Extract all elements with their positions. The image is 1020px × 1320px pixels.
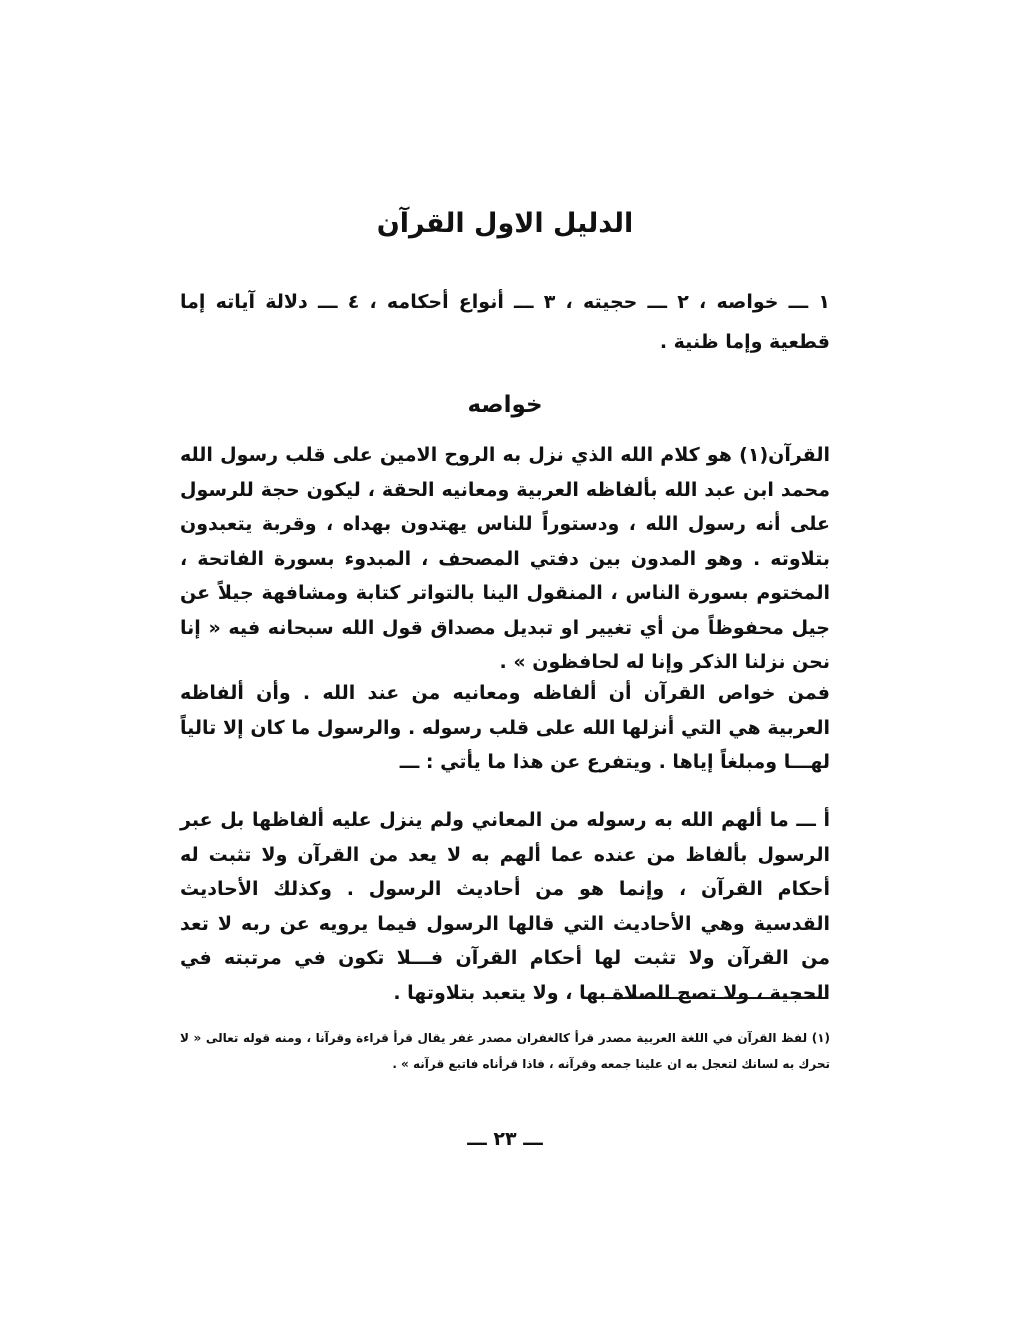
paragraph-item-a: أ ـــ ما ألهم الله به رسوله من المعاني ولم ينزل عليه ألفاظها بل عبر الرسول بألفاظ من عنده عما ألهم به لا يعد من القرآن ولا تثبت له أحكام القرآن ، وإنما هو من أحاديث الرسول . وكذلك الأحاديث القدسية وهي الأحاديث التي قالها الرسول فيما يرويه عن ربه لا تعد من القرآن ولا تثبت لها أحكام القرآن فـــلا تكون في مرتبته في الحجية ، ولا تصح الصلاة بها ، ولا يتعبد بتلاوتها . bbox=[180, 809, 830, 1004]
paragraph-definition: القرآن(١) هو كلام الله الذي نزل به الروح الامين على قلب رسول الله محمد ابن عبد الله بألفاظه العربية ومعانيه الحقة ، ليكون حجة للرسول على أنه رسول الله ، ودستوراً للناس يهتدون بهداه ، وقربة يتعبدون بتلاوته . وهو المدون بين دفتي المصحف ، المبدوء بسورة الفاتحة ، المختوم بسورة الناس ، المنقول الينا بالتواتر كتابة ومشافهة جيلاً عن جيل محفوظاً من أي تغيير او تبديل مصداق قول الله سبحانه فيه « إنا نحن نزلنا الذكر وإنا له لحافظون » . bbox=[180, 444, 830, 673]
chapter-title: الدليل الاول القرآن bbox=[376, 208, 634, 239]
chapter-topics: ١ ـــ خواصه ، ٢ ـــ حجيته ، ٣ ـــ أنواع أحكامه ، ٤ ـــ دلالة آياته إما قطعية وإما ظنية . bbox=[180, 291, 830, 353]
paragraph-properties: فمن خواص القرآن أن ألفاظه ومعانيه من عند الله . وأن ألفاظه العربية هي التي أنزلها الله على قلب رسوله . والرسول ما كان إلا تالياً لهـــا ومبلغاً إياها . ويتفرع عن هذا ما يأتي : ـــ bbox=[180, 682, 830, 773]
footnote: (١) لفظ القرآن في اللغة العربية مصدر قرأ كالغفران مصدر غفر يقال قرأ قراءة وقرآنا ، ومنه قوله تعالى « لا تحرك به لسانك لتعجل به ان علينا جمعه وقرآنه ، فاذا قرأناه فاتبع قرآنه » . bbox=[180, 1031, 830, 1071]
footnote-divider bbox=[595, 997, 827, 999]
section-heading: خواصه bbox=[467, 392, 543, 418]
page-number: ـــ ٢٣ ـــ bbox=[467, 1128, 543, 1150]
